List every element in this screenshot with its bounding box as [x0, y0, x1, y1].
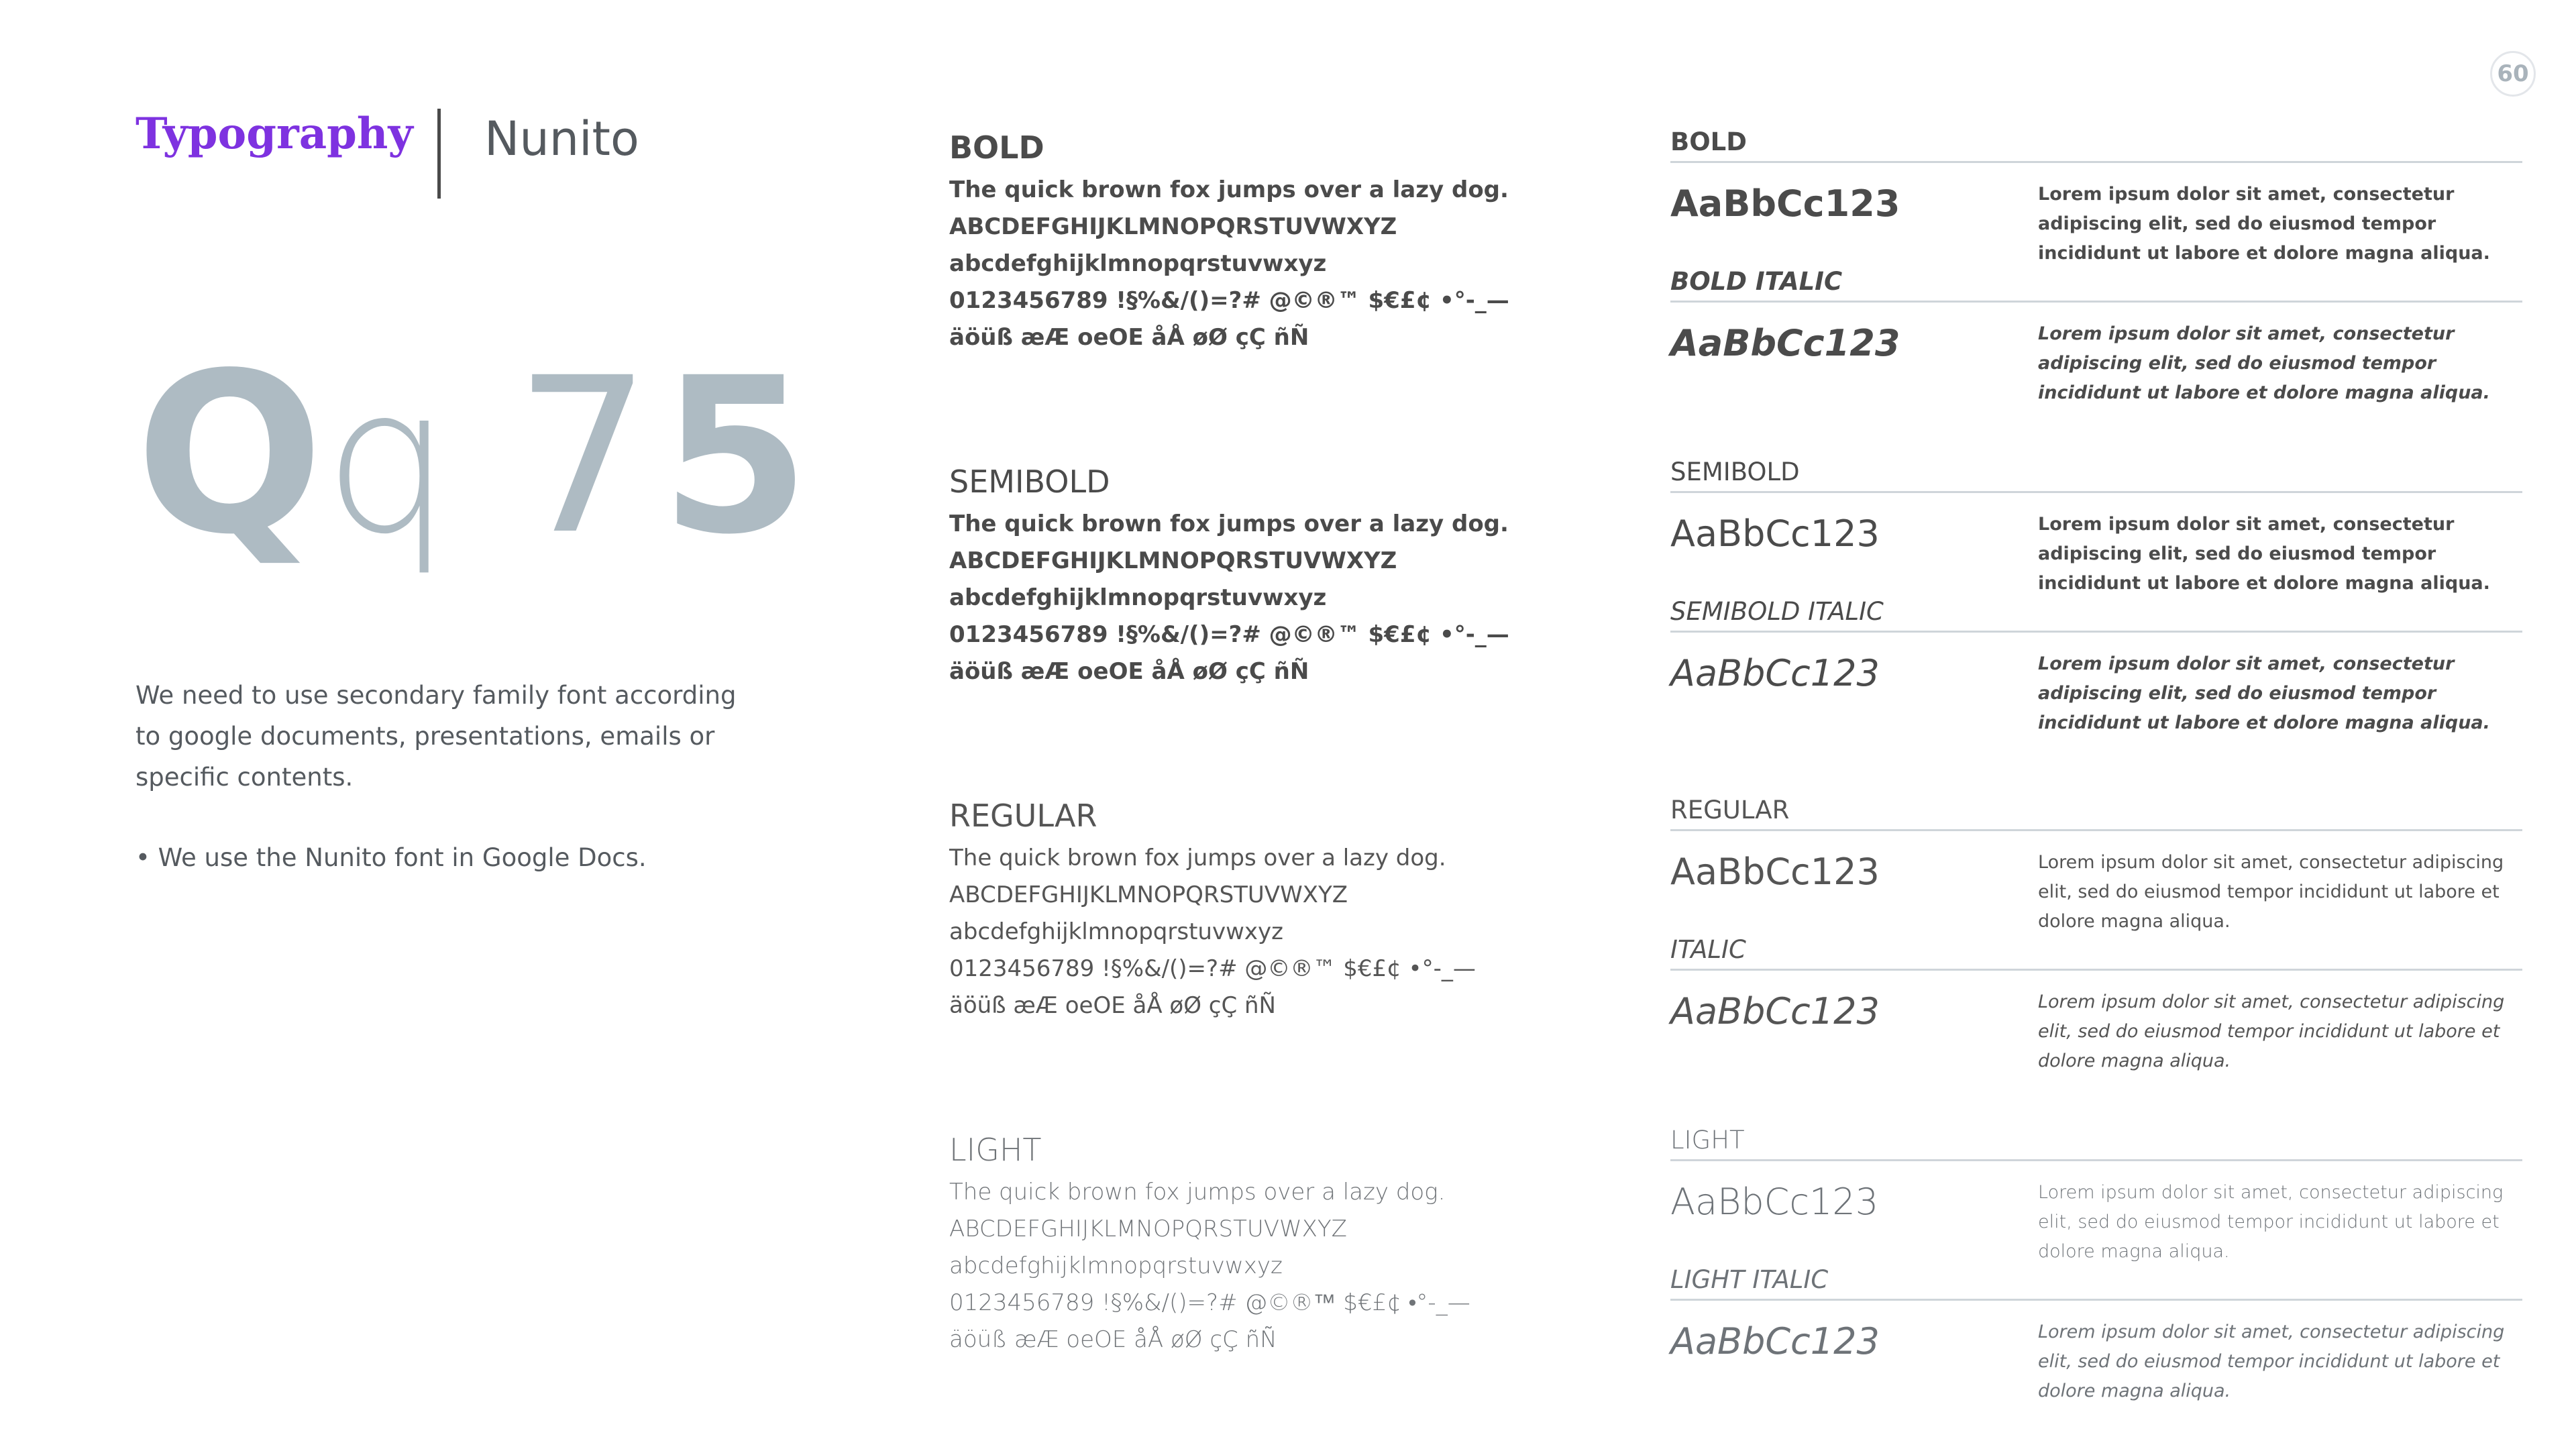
- style-sample: AaBbCc123: [1670, 322, 1900, 364]
- style-lorem: Lorem ipsum dolor sit amet, consectetur adipiscing elit, sed do eiusmod tempor incididunt ut labore et dolore magna aliqua.: [2038, 1182, 2504, 1262]
- sample-diacritics: äöüß æÆ oeOE åÅ øØ çÇ ñÑ: [949, 992, 1276, 1019]
- style-sample: AaBbCc123: [1670, 851, 1880, 893]
- style-group-semibold: [1670, 458, 2522, 737]
- style-divider: [1670, 829, 2522, 831]
- section-title: Typography: [136, 109, 413, 159]
- style-label: ITALIC: [1670, 935, 1746, 964]
- style-label: SEMIBOLD ITALIC: [1670, 597, 1884, 626]
- style-sample: AaBbCc123: [1670, 1320, 1880, 1362]
- sample-lowercase: abcdefghijklmnopqrstuvwxyz: [949, 918, 1283, 945]
- style-row-bold-italic: [1670, 267, 2522, 407]
- specimen-big-q: Q: [136, 325, 321, 583]
- style-label: LIGHT ITALIC: [1670, 1265, 1829, 1294]
- specimen-number-5: 5: [660, 332, 810, 582]
- style-sample: AaBbCc123: [1670, 513, 1880, 555]
- sample-diacritics: äöüß æÆ oeOE åÅ øØ çÇ ñÑ: [949, 658, 1309, 685]
- style-label: LIGHT: [1670, 1126, 1745, 1155]
- title-divider: [437, 109, 441, 199]
- sample-sentence: The quick brown fox jumps over a lazy dog.: [949, 176, 1509, 203]
- style-row-semibold: [1670, 458, 2522, 597]
- style-sample: AaBbCc123: [1670, 1181, 1879, 1223]
- style-lorem: Lorem ipsum dolor sit amet, consectetur adipiscing elit, sed do eiusmod tempor incididunt ut labore et dolore magna aliqua.: [2038, 1322, 2505, 1401]
- usage-description: We need to use secondary family font according to google documents, presentations, emails or specific contents.: [136, 681, 737, 792]
- style-divider: [1670, 631, 2522, 633]
- style-sample: AaBbCc123: [1670, 182, 1900, 225]
- page-number-badge: 60: [2490, 51, 2536, 97]
- style-row-bold: [1670, 127, 2522, 267]
- style-label: BOLD ITALIC: [1670, 267, 1843, 296]
- style-lorem: Lorem ipsum dolor sit amet, consectetur adipiscing elit, sed do eiusmod tempor incididunt ut labore et dolore magna aliqua.: [2038, 852, 2504, 932]
- style-label: BOLD: [1670, 127, 1747, 156]
- weight-block-bold: [949, 127, 1526, 356]
- weight-heading: BOLD: [949, 129, 1044, 166]
- font-name: Nunito: [484, 111, 639, 166]
- sample-sentence: The quick brown fox jumps over a lazy dog.: [949, 1179, 1446, 1205]
- style-group-light: [1670, 1126, 2522, 1405]
- style-group-regular: [1670, 796, 2522, 1075]
- specimen-small-q: q: [323, 344, 451, 578]
- sample-numbers-symbols: 0123456789 !§%&/()=?# @©®™ $€£¢ •°-_—: [949, 955, 1476, 982]
- weight-block-regular: [949, 796, 1526, 1024]
- weight-heading: LIGHT: [949, 1132, 1042, 1168]
- sample-numbers-symbols: 0123456789 !§%&/()=?# @©®™ $€£¢ •°-_—: [949, 621, 1509, 648]
- style-divider: [1670, 301, 2522, 303]
- sample-uppercase: ABCDEFGHIJKLMNOPQRSTUVWXYZ: [949, 547, 1397, 574]
- sample-numbers-symbols: 0123456789 !§%&/()=?# @©®™ $€£¢ •°-_—: [949, 287, 1509, 314]
- sample-diacritics: äöüß æÆ oeOE åÅ øØ çÇ ñÑ: [949, 324, 1309, 351]
- sample-sentence: The quick brown fox jumps over a lazy dog.: [949, 845, 1446, 871]
- style-group-bold: [1670, 127, 2522, 407]
- style-lorem: Lorem ipsum dolor sit amet, consectetur adipiscing elit, sed do eiusmod tempor incididunt ut labore et dolore magna aliqua.: [2038, 653, 2490, 733]
- style-lorem: Lorem ipsum dolor sit amet, consectetur adipiscing elit, sed do eiusmod tempor incididunt ut labore et dolore magna aliqua.: [2038, 514, 2490, 594]
- sample-uppercase: ABCDEFGHIJKLMNOPQRSTUVWXYZ: [949, 213, 1397, 240]
- style-row-italic: [1670, 935, 2522, 1075]
- style-sample: AaBbCc123: [1670, 990, 1880, 1032]
- sample-numbers-symbols: 0123456789 !§%&/()=?# @©®™ $€£¢ •°-_—: [949, 1289, 1470, 1316]
- style-lorem: Lorem ipsum dolor sit amet, consectetur adipiscing elit, sed do eiusmod tempor incididunt ut labore et dolore magna aliqua.: [2038, 991, 2505, 1071]
- weight-heading: REGULAR: [949, 798, 1097, 834]
- style-sample: AaBbCc123: [1670, 652, 1880, 694]
- sample-sentence: The quick brown fox jumps over a lazy dog.: [949, 511, 1509, 537]
- style-row-semibold-italic: [1670, 597, 2522, 737]
- sample-diacritics: äöüß æÆ oeOE åÅ øØ çÇ ñÑ: [949, 1326, 1277, 1353]
- weight-heading: SEMIBOLD: [949, 464, 1110, 500]
- style-lorem: Lorem ipsum dolor sit amet, consectetur adipiscing elit, sed do eiusmod tempor incididunt ut labore et dolore magna aliqua.: [2038, 323, 2490, 403]
- sample-uppercase: ABCDEFGHIJKLMNOPQRSTUVWXYZ: [949, 1216, 1347, 1242]
- usage-bullet: • We use the Nunito font in Google Docs.: [136, 843, 647, 872]
- style-row-light-italic: [1670, 1265, 2522, 1405]
- sample-lowercase: abcdefghijklmnopqrstuvwxyz: [949, 1252, 1283, 1279]
- sample-lowercase: abcdefghijklmnopqrstuvwxyz: [949, 584, 1327, 611]
- style-divider: [1670, 161, 2522, 163]
- style-label: SEMIBOLD: [1670, 458, 1800, 486]
- sample-lowercase: abcdefghijklmnopqrstuvwxyz: [949, 250, 1327, 277]
- style-divider: [1670, 969, 2522, 971]
- specimen-number-7: 7: [514, 332, 651, 582]
- style-divider: [1670, 1299, 2522, 1301]
- font-specimen: [136, 325, 810, 585]
- style-label: REGULAR: [1670, 796, 1790, 824]
- weight-block-semibold: [949, 462, 1526, 690]
- style-divider: [1670, 1159, 2522, 1161]
- style-row-light: [1670, 1126, 2522, 1265]
- style-divider: [1670, 491, 2522, 493]
- style-row-regular: [1670, 796, 2522, 935]
- weight-block-light: [949, 1130, 1526, 1358]
- style-lorem: Lorem ipsum dolor sit amet, consectetur adipiscing elit, sed do eiusmod tempor incididunt ut labore et dolore magna aliqua.: [2038, 184, 2490, 264]
- sample-uppercase: ABCDEFGHIJKLMNOPQRSTUVWXYZ: [949, 881, 1348, 908]
